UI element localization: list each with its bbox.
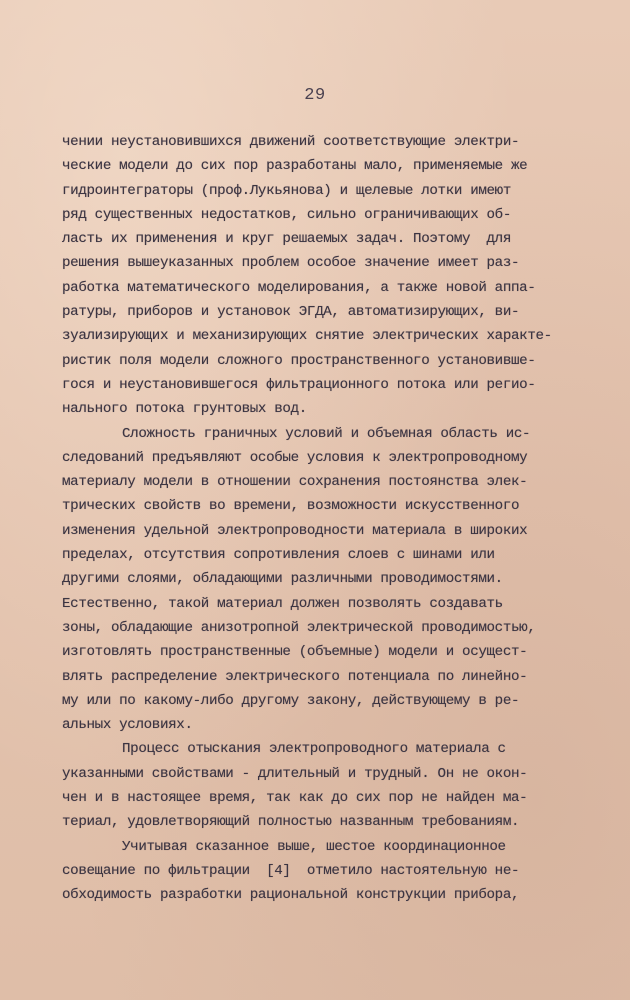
text-line: обходимость разработки рациональной конструкции прибора, [62, 887, 520, 904]
text-line: материалу модели в отношении сохранения постоянства элек- [62, 474, 528, 491]
text-line: нального потока грунтовых вод. [62, 401, 307, 418]
paragraph-start-line: Сложность граничных условий и объемная область ис- [122, 425, 531, 442]
text-line: ратуры, приборов и установок ЭГДА, автоматизирующих, ви- [62, 304, 520, 321]
paragraph-start-line: Учитывая сказанное выше, шестое координационное [122, 838, 506, 855]
text-line: чении неустановившихся движений соответствующие электри- [62, 134, 520, 150]
text-line: гидроинтеграторы (проф.Лукьянова) и щелевые лотки имеют [62, 182, 512, 199]
text-line: ристик поля модели сложного пространственного установивше- [62, 352, 536, 369]
text-line: трических свойств во времени, возможности искусственного [62, 498, 520, 515]
text-line: ряд существенных недостатков, сильно ограничивающих об- [62, 206, 512, 223]
text-line: му или по какому-либо другому закону, действующему в ре- [62, 692, 520, 709]
paragraph-start-line: Процесс отыскания электропроводного материала с [122, 741, 506, 758]
text-line: альных условиях. [62, 717, 193, 734]
text-line: Естественно, такой материал должен позволять создавать [62, 595, 503, 612]
text-line: изменения удельной электропроводности материала в широких [62, 522, 528, 539]
text-line: чен и в настоящее время, так как до сих пор не найден ма- [62, 790, 528, 807]
text-line: другими слоями, обладающими различными проводимостями. [62, 571, 503, 588]
text-line: ласть их применения и круг решаемых задач. Поэтому для [62, 231, 512, 248]
text-line: териал, удовлетворяющий полностью названным требованиям. [62, 814, 520, 831]
text-line: зоны, обладающие анизотропной электрической проводимостью, [62, 619, 536, 636]
text-line: изготовлять пространственные (объемные) модели и осущест- [62, 644, 528, 661]
text-line: решения вышеуказанных проблем особое значение имеет раз- [62, 255, 520, 272]
text-line: зуализирующих и механизирующих снятие электрических характе- [62, 328, 552, 345]
text-line: работка математического моделирования, а также новой аппа- [62, 279, 536, 296]
text-line: гося и неустановившегося фильтрационного потока или регио- [62, 376, 536, 393]
text-line: следований предъявляют особые условия к электропроводному [62, 449, 528, 466]
text-line: пределах, отсутствия сопротивления слоев с шинами или [62, 547, 495, 564]
text-line: влять распределение электрического потенциала по линейно- [62, 668, 528, 685]
body-text [62, 130, 582, 908]
text-line: ческие модели до сих пор разработаны мало, применяемые же [62, 158, 528, 175]
text-line: совещание по фильтрации [4] отметило настоятельную не- [62, 862, 520, 879]
text-line: указанными свойствами - длительный и трудный. Он не окон- [62, 765, 528, 782]
page-number: 29 [304, 86, 326, 105]
